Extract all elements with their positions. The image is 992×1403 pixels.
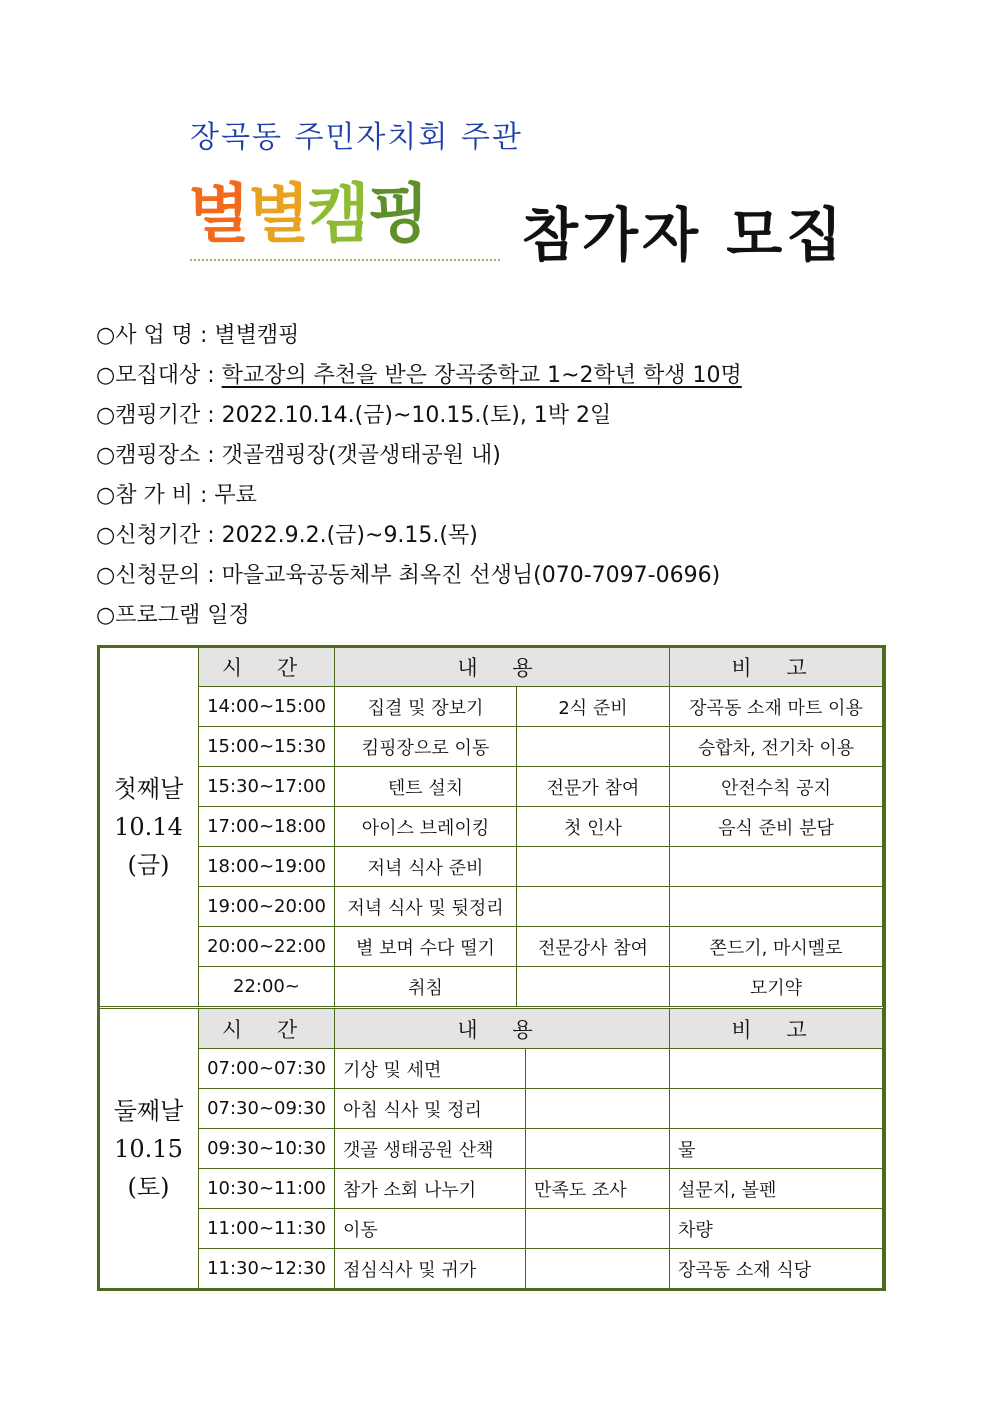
table-row <box>99 1129 883 1169</box>
table-row <box>99 887 883 927</box>
extra-cell <box>517 887 670 927</box>
day-weekday: (토) <box>127 1172 170 1201</box>
day-name: 둘째날 <box>113 1096 184 1125</box>
time-cell: 17:00~18:00 <box>199 807 335 847</box>
day-date: 10.15 <box>114 1134 183 1163</box>
time-cell: 15:30~17:00 <box>199 767 335 807</box>
table-row <box>99 687 883 727</box>
table-row <box>99 1209 883 1249</box>
day-name: 첫째날 <box>113 774 184 803</box>
info-row <box>96 396 916 436</box>
info-label: ○신청문의 <box>96 563 201 588</box>
logo-char: 별 <box>188 178 248 252</box>
activity-cell: 이동 <box>335 1209 526 1249</box>
info-row <box>96 596 916 636</box>
table-row <box>99 1169 883 1209</box>
info-list <box>96 316 916 636</box>
activity-cell: 아이스 브레이킹 <box>335 807 517 847</box>
time-cell: 15:00~15:30 <box>199 727 335 767</box>
camping-logo <box>188 175 506 261</box>
organizer-line: 장곡동 주민자치회 주관 <box>190 120 523 155</box>
note-cell <box>670 887 883 927</box>
activity-cell: 기상 및 세면 <box>335 1049 526 1089</box>
time-cell: 19:00~20:00 <box>199 887 335 927</box>
activity-cell: 아침 식사 및 정리 <box>335 1089 526 1129</box>
activity-cell: 저녁 식사 및 뒷정리 <box>335 887 517 927</box>
table-row <box>99 847 883 887</box>
activity-cell: 참가 소회 나누기 <box>335 1169 526 1209</box>
schedule-day2-table <box>98 1008 883 1289</box>
info-value: 무료 <box>214 483 257 508</box>
info-value: 별별캠핑 <box>214 323 300 348</box>
info-separator: : <box>200 563 222 588</box>
table-row <box>99 1089 883 1129</box>
info-separator: : <box>192 323 215 348</box>
note-cell: 승합차, 전기차 이용 <box>670 727 883 767</box>
day-label-cell <box>99 647 199 1007</box>
info-row <box>96 476 916 516</box>
info-separator: : <box>192 483 215 508</box>
extra-cell <box>526 1249 670 1289</box>
info-value: 2022.10.14.(금)~10.15.(토), 1박 2일 <box>221 403 612 428</box>
info-label: ○사 업 명 <box>96 323 193 348</box>
header-note: 비 고 <box>670 1009 883 1049</box>
extra-cell <box>517 727 670 767</box>
info-label: ○캠핑기간 <box>96 403 201 428</box>
info-row <box>96 316 916 356</box>
note-cell: 설문지, 볼펜 <box>670 1169 883 1209</box>
activity-cell: 취침 <box>335 967 517 1007</box>
table-row <box>99 1049 883 1089</box>
note-cell: 장곡동 소재 마트 이용 <box>670 687 883 727</box>
info-row <box>96 436 916 476</box>
extra-cell <box>526 1129 670 1169</box>
extra-cell <box>517 967 670 1007</box>
extra-cell <box>526 1209 670 1249</box>
info-value: 마을교육공동체부 최옥진 선생님(070-7097-0696) <box>221 563 721 588</box>
activity-cell: 별 보며 수다 떨기 <box>335 927 517 967</box>
activity-cell: 집결 및 장보기 <box>335 687 517 727</box>
note-cell <box>670 1049 883 1089</box>
activity-cell: 갯골 생태공원 산책 <box>335 1129 526 1169</box>
extra-cell <box>526 1089 670 1129</box>
info-row <box>96 556 916 596</box>
activity-cell: 텐트 설치 <box>335 767 517 807</box>
activity-cell: 저녁 식사 준비 <box>335 847 517 887</box>
time-cell: 11:00~11:30 <box>199 1209 335 1249</box>
info-separator: : <box>200 363 222 388</box>
logo-char: 캠 <box>307 178 368 252</box>
info-separator: : <box>200 403 222 428</box>
activity-cell: 킴핑장으로 이동 <box>335 727 517 767</box>
header-content: 내 용 <box>335 1009 670 1049</box>
header-time: 시 간 <box>199 647 335 687</box>
extra-cell <box>517 847 670 887</box>
schedule-day1-table <box>98 646 883 1007</box>
day-weekday: (금) <box>127 850 170 879</box>
page-title: 참가자 모집 <box>522 201 847 269</box>
logo-underline <box>190 259 500 261</box>
note-cell: 안전수칙 공지 <box>670 767 883 807</box>
activity-cell: 점심식사 및 귀가 <box>335 1249 526 1289</box>
time-cell: 11:30~12:30 <box>199 1249 335 1289</box>
note-cell: 차량 <box>670 1209 883 1249</box>
time-cell: 20:00~22:00 <box>199 927 335 967</box>
header-content: 내 용 <box>335 647 670 687</box>
logo-text <box>188 175 506 255</box>
time-cell: 09:30~10:30 <box>199 1129 335 1169</box>
info-label: ○프로그램 일정 <box>96 603 250 628</box>
note-cell: 물 <box>670 1129 883 1169</box>
table-row <box>99 767 883 807</box>
header-note: 비 고 <box>670 647 883 687</box>
info-value: 학교장의 추천을 받은 장곡중학교 1~2학년 학생 10명 <box>221 363 742 388</box>
table-row <box>99 967 883 1007</box>
info-value: 갯골캠핑장(갯골생태공원 내) <box>221 443 501 468</box>
table-row <box>99 727 883 767</box>
extra-cell: 전문가 참여 <box>517 767 670 807</box>
info-separator: : <box>200 443 222 468</box>
note-cell: 모기약 <box>670 967 883 1007</box>
info-label: ○참 가 비 <box>96 483 193 508</box>
note-cell <box>670 1089 883 1129</box>
header-time: 시 간 <box>199 1009 335 1049</box>
time-cell: 07:00~07:30 <box>199 1049 335 1089</box>
extra-cell: 전문강사 참여 <box>517 927 670 967</box>
day-date: 10.14 <box>114 812 183 841</box>
note-cell: 장곡동 소재 식당 <box>670 1249 883 1289</box>
time-cell: 18:00~19:00 <box>199 847 335 887</box>
note-cell: 쫀드기, 마시멜로 <box>670 927 883 967</box>
info-separator: : <box>200 523 222 548</box>
time-cell: 10:30~11:00 <box>199 1169 335 1209</box>
extra-cell: 만족도 조사 <box>526 1169 670 1209</box>
info-label: ○캠핑장소 <box>96 443 201 468</box>
info-value: 2022.9.2.(금)~9.15.(목) <box>221 523 478 548</box>
time-cell: 14:00~15:00 <box>199 687 335 727</box>
time-cell: 07:30~09:30 <box>199 1089 335 1129</box>
extra-cell: 첫 인사 <box>517 807 670 847</box>
table-row <box>99 807 883 847</box>
info-label: ○모집대상 <box>96 363 201 388</box>
note-cell <box>670 847 883 887</box>
time-cell: 22:00~ <box>199 967 335 1007</box>
info-row <box>96 356 916 396</box>
table-row <box>99 1249 883 1289</box>
info-label: ○신청기간 <box>96 523 201 548</box>
extra-cell <box>526 1049 670 1089</box>
extra-cell: 2식 준비 <box>517 687 670 727</box>
day-label-cell <box>99 1009 199 1289</box>
logo-char: 별 <box>247 178 308 252</box>
note-cell: 음식 준비 분담 <box>670 807 883 847</box>
info-row <box>96 516 916 556</box>
table-row <box>99 927 883 967</box>
logo-char: 핑 <box>367 178 428 252</box>
